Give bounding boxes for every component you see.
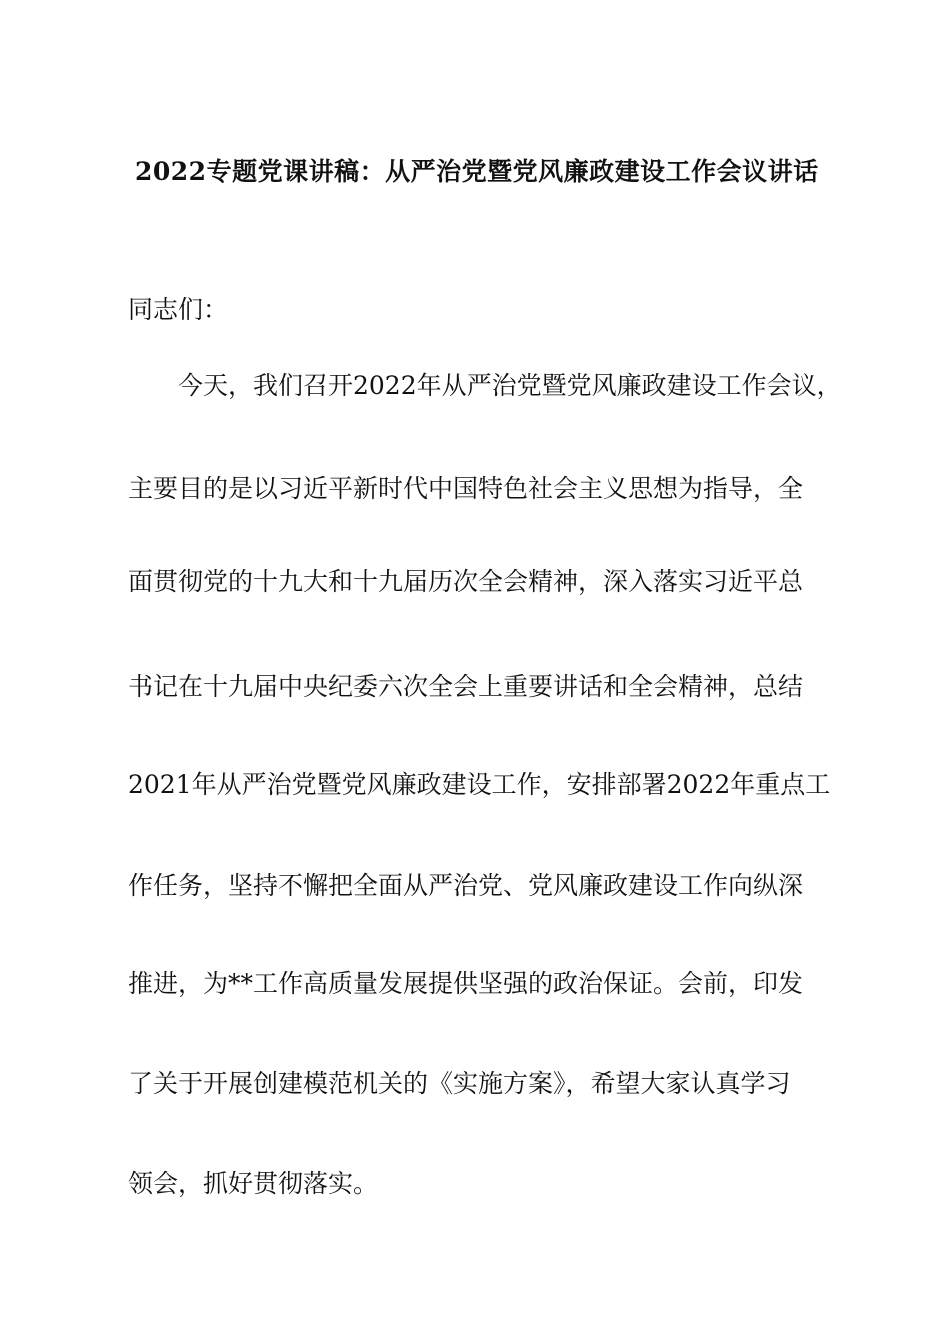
document-title: 2022专题党课讲稿：从严治党暨党风廉政建设工作会议讲话 [135,157,819,186]
paragraph-line: 2021年从严治党暨党风廉政建设工作，安排部署2022年重点工 [128,770,831,799]
paragraph-line: 了关于开展创建模范机关的《实施方案》，希望大家认真学习 [128,1069,791,1098]
paragraph-line: 今天，我们召开2022年从严治党暨党风廉政建设工作会议， [178,371,842,400]
paragraph-line: 面贯彻党的十九大和十九届历次全会精神，深入落实习近平总 [128,567,804,596]
paragraph-line: 书记在十九届中央纪委六次全会上重要讲话和全会精神，总结 [128,672,804,701]
paragraph-line: 推进，为**工作高质量发展提供坚强的政治保证。会前，印发 [128,969,804,998]
paragraph-line: 作任务，坚持不懈把全面从严治党、党风廉政建设工作向纵深 [128,871,804,900]
paragraph-line: 领会，抓好贯彻落实。 [128,1169,379,1198]
salutation: 同志们： [128,295,229,324]
paragraph-line: 主要目的是以习近平新时代中国特色社会主义思想为指导，全 [128,474,804,503]
